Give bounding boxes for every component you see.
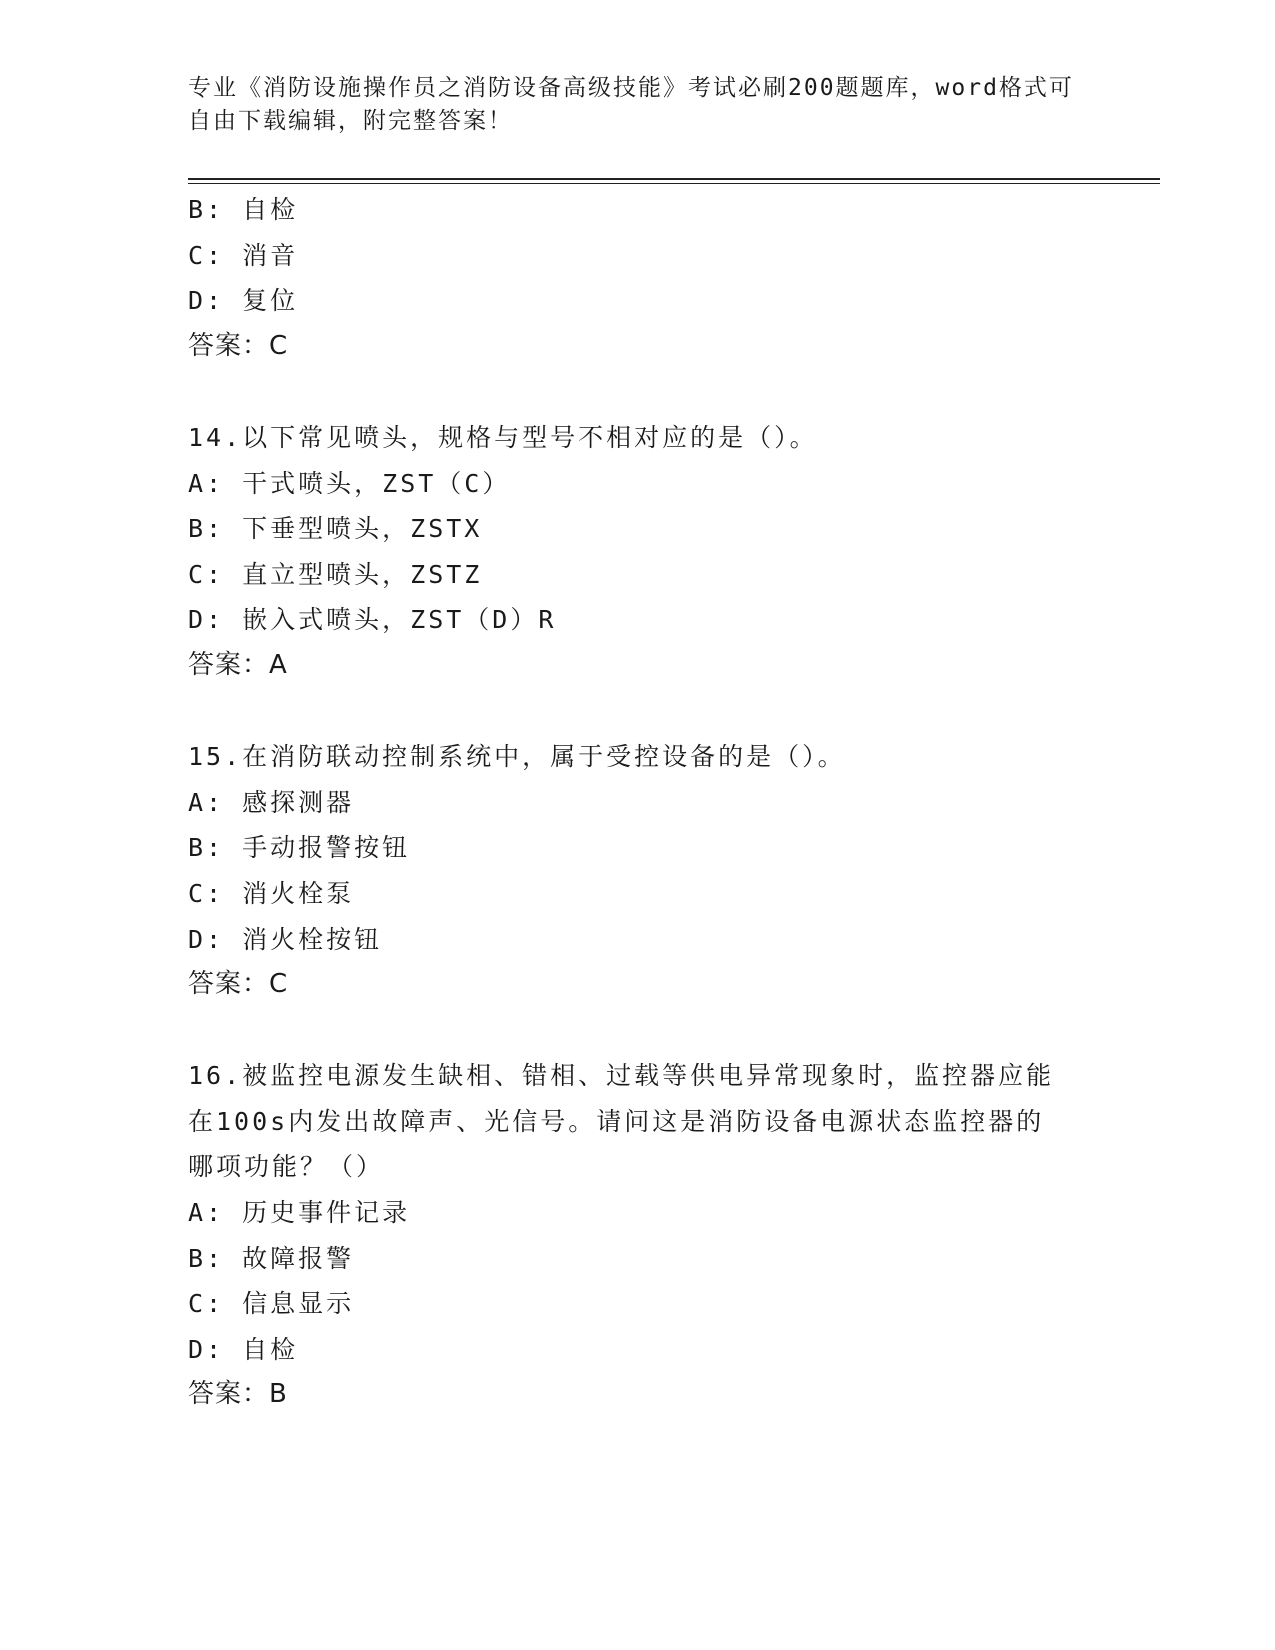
option-d: D: 嵌入式喷头，ZST（D）R xyxy=(188,605,557,635)
option-c: C: 信息显示 xyxy=(188,1289,355,1319)
option-a: A: 干式喷头，ZST（C） xyxy=(188,468,511,498)
spacer xyxy=(188,369,1088,415)
header-title-line-2: 自由下载编辑，附完整答案！ xyxy=(188,108,513,134)
question-stem: 15.在消防联动控制系统中，属于受控设备的是（）。 xyxy=(188,742,846,772)
question-stem-line-1: 16.被监控电源发生缺相、错相、过载等供电异常现象时，监控器应能 xyxy=(188,1061,1055,1091)
header-title-line-1: 专业《消防设施操作员之消防设备高级技能》考试必刷200题题库，word格式可 xyxy=(188,75,1074,101)
option-c: C: 消音 xyxy=(188,240,299,270)
question-stem-line-3: 哪项功能？（） xyxy=(188,1152,385,1182)
document-header xyxy=(188,72,1088,138)
answer-line: 答案：C xyxy=(188,330,289,361)
question-block-15 xyxy=(188,734,1088,1008)
option-d: D: 复位 xyxy=(188,286,299,316)
option-c: C: 消火栓泵 xyxy=(188,878,355,908)
answer-line: 答案：C xyxy=(188,969,289,1000)
question-stem-line-2: 在100s内发出故障声、光信号。请问这是消防设备电源状态监控器的 xyxy=(188,1106,1045,1136)
question-stem: 14.以下常见喷头，规格与型号不相对应的是（）。 xyxy=(188,422,818,452)
spacer xyxy=(188,1008,1088,1054)
question-block-partial xyxy=(188,187,1088,369)
question-block-14 xyxy=(188,415,1088,689)
header-divider xyxy=(188,178,1160,184)
option-d: D: 自检 xyxy=(188,1334,299,1364)
answer-line: 答案：A xyxy=(188,649,288,680)
option-b: B: 故障报警 xyxy=(188,1243,355,1273)
option-d: D: 消火栓按钮 xyxy=(188,924,383,954)
option-b: B: 手动报警按钮 xyxy=(188,833,411,863)
spacer xyxy=(188,689,1088,735)
answer-line: 答案：B xyxy=(188,1379,288,1410)
option-c: C: 直立型喷头，ZSTZ xyxy=(188,559,483,589)
question-list xyxy=(188,187,1088,1418)
option-a: A: 历史事件记录 xyxy=(188,1198,411,1228)
question-block-16 xyxy=(188,1053,1088,1418)
option-a: A: 感探测器 xyxy=(188,787,355,817)
option-b: B: 下垂型喷头，ZSTX xyxy=(188,514,483,544)
option-b: B: 自检 xyxy=(188,195,299,224)
